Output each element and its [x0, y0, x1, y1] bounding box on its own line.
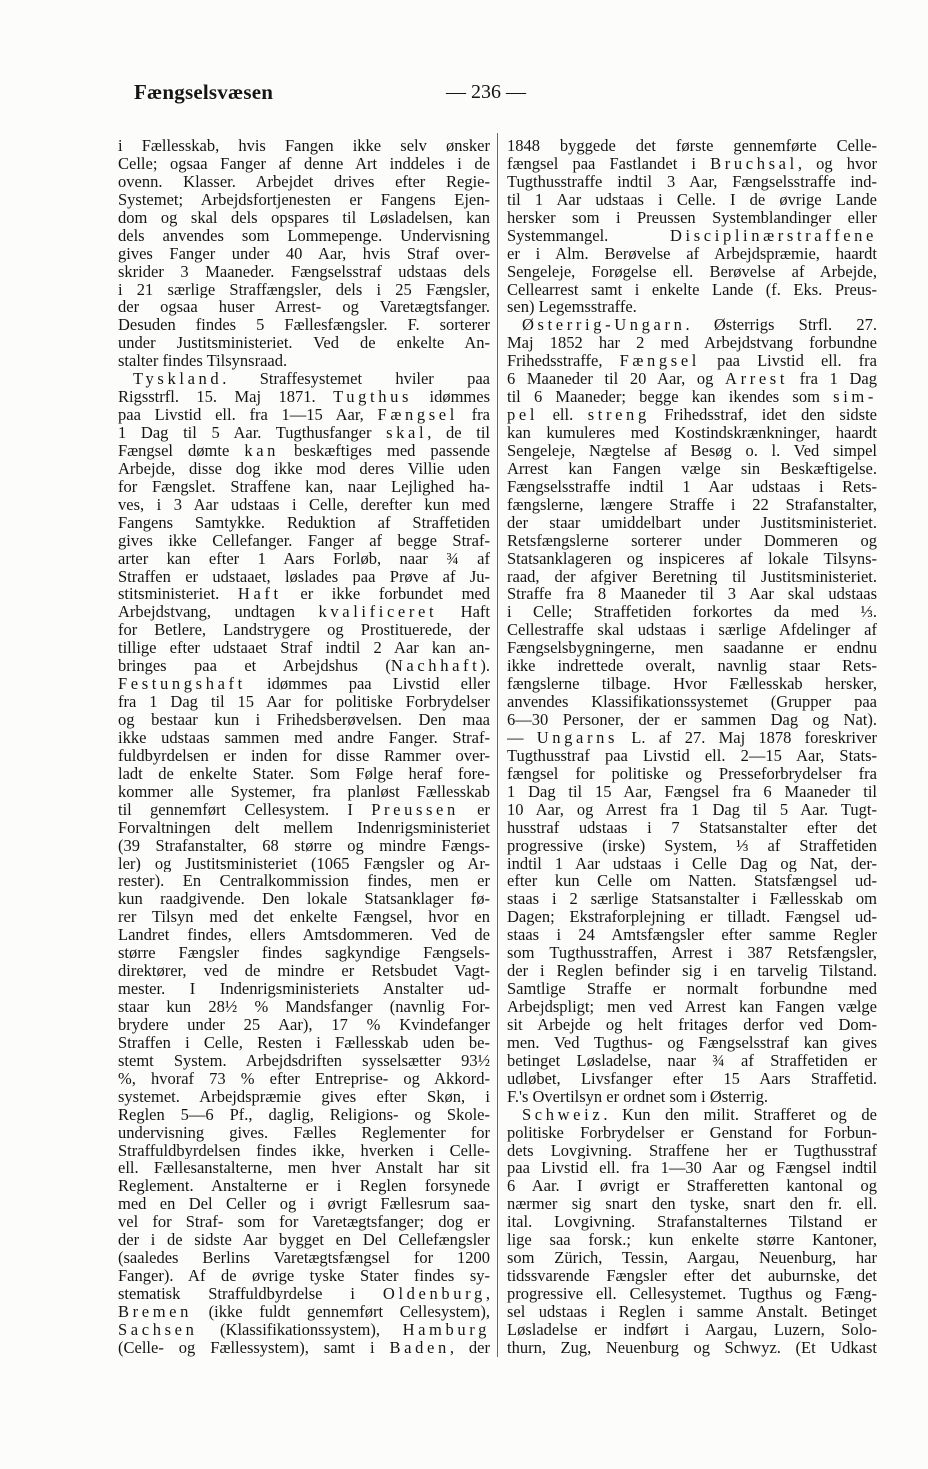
text-line: anvendes Klassifikationssystemet (Grupper paa — [507, 693, 877, 711]
text-segment: er ikke forbundet med — [281, 585, 490, 604]
text-segment: 1 Dag til 5 Aar. Tugthusfanger — [118, 424, 387, 442]
text-line: som Zürich, Tessin, Aargau, Neuenburg, har — [507, 1249, 877, 1268]
text-line: hersker som i Preussen Systemblandinger eller — [507, 208, 877, 227]
text-segment: fra 1 Dag — [788, 370, 877, 389]
text-line — [507, 370, 877, 388]
text-line: progressive ell. Cellesystemet. Tugthus og Fæng- — [507, 1285, 877, 1303]
text-line: ladt de enkelte Stater. Som Følge heraf fore- — [118, 764, 490, 783]
text-line: ital. Lovgivning. Strafanstalternes Tilstand er — [507, 1213, 877, 1232]
text-line: rer Tilsyn med det enkelte Fængsel, hvor en — [118, 908, 490, 927]
text-line: Straffen er udstaaet, løslades paa Prøve af Ju- — [118, 567, 490, 586]
spaced-emphasis: kan — [244, 441, 280, 460]
text-segment: idømmes — [412, 388, 490, 407]
spaced-emphasis: Preussen — [371, 800, 459, 819]
text-line: undervisning gives. Fælles Reglementer for — [118, 1123, 490, 1142]
text-line — [118, 424, 490, 442]
text-line: (saaledes Berlins Varetægtsfængsel for 1200 — [118, 1249, 490, 1268]
text-line: Celle; ogsaa Fanger af denne Art inddeles i de — [118, 154, 490, 173]
text-line: Løsladelse er indført i Aargau, Luzern, Solo- — [507, 1320, 877, 1339]
text-column-left — [118, 137, 490, 1357]
text-line: der i de sidste Aar bygget en Del Cellefængsler — [118, 1231, 490, 1250]
spaced-emphasis: Ungarns — [536, 728, 619, 747]
text-line — [118, 801, 490, 819]
text-line: dom og skal dels opspares til Løsladelsen, kan — [118, 208, 490, 227]
text-line — [507, 1106, 877, 1124]
spaced-emphasis: Oldenburg — [382, 1285, 486, 1303]
text-line: Straffuldbyrdelsen findes ikke, hverken i Celle- — [118, 1141, 490, 1160]
text-line: Cellearrest samt i enkelte Lande (f. Eks. Preus- — [507, 280, 877, 299]
text-line: Retsfængslerne sorterer under Dommeren og — [507, 531, 877, 550]
text-line: Forvaltningen delt mellem Indenrigsministeriet — [118, 818, 490, 837]
text-line: fængslerne, længere Straffe i 22 Strafanstalter, — [507, 495, 877, 514]
text-line: tillige efter udstaaet Straf indtil 2 Aar kan an- — [118, 639, 490, 658]
text-line — [507, 316, 877, 334]
spaced-emphasis: Fængsel — [377, 406, 458, 424]
spaced-emphasis: Arrest — [725, 370, 789, 389]
text-line — [118, 442, 490, 460]
text-line — [118, 1321, 490, 1339]
text-line: dets Lovgivning. Straffene her er Tugthusstraf — [507, 1141, 877, 1160]
text-line: Fængselsbygningerne, men saadanne er endnu — [507, 639, 877, 658]
text-line: ler) og Justitsministeriet (1065 Fængsler og Ar- — [118, 854, 490, 873]
text-line: ovenn. Klasser. Arbejdet drives efter Regie- — [118, 172, 490, 191]
spaced-emphasis: Tyskland — [133, 370, 223, 389]
text-line: fængsel for politiske og Presseforbrydelser fra — [507, 764, 877, 783]
text-line: der ogsaa huser Arrest- og Varetægtsfanger. — [118, 298, 490, 317]
text-line: Reglement. Anstalterne er i Reglen forsynede — [118, 1177, 490, 1196]
text-line: Samtlige Straffe er normalt forbundne med — [507, 980, 877, 998]
text-line: stalter findes Tilsynsraad. — [118, 352, 288, 371]
text-segment: til 6 Maaneder; begge kan ikendes som — [507, 388, 834, 407]
text-line: ikke udstaas sammen med andre Fanger. Straf- — [118, 728, 490, 747]
text-line: F.'s Overtilsyn er ordnet som i Østerrig. — [507, 1087, 769, 1106]
text-column-right — [507, 137, 877, 1357]
text-line: Landret findes, ellers Amtsdommeren. Ved de — [118, 926, 490, 945]
text-line: stemt System. Arbejdsdriften sysselsætter 93½ — [118, 1051, 490, 1070]
text-segment: idømmes paa Livstid eller — [245, 675, 490, 694]
spaced-emphasis: Sachsen — [118, 1320, 198, 1339]
spaced-emphasis: Festungshaft — [118, 675, 246, 694]
text-line: 10 Aar, og Arrest fra 1 Dag til 5 Aar. Tugt- — [507, 800, 877, 819]
text-segment: Systemmangel. — [507, 226, 670, 245]
text-segment: (ikke fuldt gennemført Cellesystem), — [192, 1302, 490, 1321]
text-segment: Frihedsstraffe, — [507, 352, 620, 371]
spaced-emphasis: Bremen — [118, 1302, 193, 1321]
text-line: indtil 1 Aar udstaas i Celle Dag og Nat, der- — [507, 854, 877, 873]
text-line: 6—30 Personer, der er sammen Dag og Nat). — [507, 711, 877, 729]
spaced-emphasis: Tugthus — [333, 388, 413, 407]
text-line: som Tugthusstraffen, Arrest i 387 Retsfængsler, — [507, 944, 877, 963]
text-line: direktører, ved de mindre er Retsbudet Vagt- — [118, 962, 490, 981]
spaced-emphasis: streng — [587, 406, 650, 424]
text-line: raad, der afgiver Beretning til Justitsministeriet. — [507, 567, 877, 586]
text-line: til 1 Aar udstaas i Celle. I de øvrige Lande — [507, 190, 877, 209]
text-line — [118, 1303, 490, 1321]
text-line: med en Del Celler og i øvrigt Fællesrum saa- — [118, 1195, 490, 1214]
spaced-emphasis: pel — [507, 406, 539, 424]
text-line: systemet. Arbejdspræmie gives efter Skøn, i — [118, 1087, 490, 1106]
text-line: Sengeleje, Nægtelse af Besøg o. l. Ved simpel — [507, 441, 877, 460]
text-segment: paa Livstid ell. fra 1—15 Aar, — [118, 406, 378, 424]
text-line: %, hvoraf 73 % efter Entreprise- og Akkord- — [118, 1069, 490, 1088]
text-segment: 6 Maaneder til 20 Aar, og — [507, 370, 726, 389]
text-segment: fængsel paa Fastlandet i — [507, 154, 711, 173]
text-segment: Frihedsstraf, idet den sidste — [649, 406, 877, 424]
text-line: efter kun Celle om Natten. Statsfængsel ud- — [507, 872, 877, 891]
text-segment: stematisk Straffuldbyrdelse i — [118, 1285, 383, 1303]
text-segment: ). — [480, 657, 490, 676]
text-segment: beskæftiges med passende — [279, 441, 490, 460]
spaced-emphasis: Østerrig-Ungarn — [522, 316, 686, 335]
spaced-emphasis: Disciplinærstraffene — [669, 226, 877, 245]
text-segment: (Klassifikationssystem), — [197, 1320, 403, 1339]
text-line: gives ikke Cellefanger. Fanger af begge Straf- — [118, 531, 490, 550]
text-segment: bringes paa et Arbejdshus ( — [118, 657, 391, 676]
text-segment: , der — [449, 1338, 490, 1357]
text-segment: fra — [457, 406, 490, 424]
text-line: arter kan efter 1 Aars Forløb, naar ¾ af — [118, 549, 490, 568]
text-line: fuldbyrdelsen er inden for disse Rammer over- — [118, 746, 490, 765]
text-segment: — — [507, 728, 537, 747]
text-segment: . Straffesystemet hviler paa — [222, 370, 490, 389]
text-line: progressive (irske) System, ⅓ af Straffetiden — [507, 836, 877, 855]
text-segment: , de til — [427, 424, 490, 442]
text-line: kun raadgivende. Den lokale Statsanklager fø- — [118, 890, 490, 909]
text-line: i Celle; Straffetiden forkortes da med ⅓. — [507, 603, 877, 622]
text-line: ikke indrettede overalt, navnlig staar Rets- — [507, 657, 877, 676]
text-line: thurn, Zug, Neuenburg og Schwyz. (Et Udkast — [507, 1338, 877, 1357]
text-line: Fængselsstraffe indtil 1 Aar udstaas i Rets- — [507, 477, 877, 496]
text-line — [507, 227, 877, 245]
text-line: udløbet, Livsfanger efter 15 Aars Straffetid. — [507, 1069, 877, 1088]
text-line: vel for Straf- som for Varetægtsfanger; dog er — [118, 1213, 490, 1232]
text-line: der i Reglen befinder sig i en tarvelig Tilstand. — [507, 962, 877, 981]
spaced-emphasis: Haft — [237, 585, 282, 604]
text-line — [507, 729, 877, 747]
text-segment: Rigsstrfl. 15. Maj 1871. — [118, 388, 334, 407]
text-line — [118, 406, 490, 424]
text-line — [118, 603, 490, 621]
text-line: Reglen 5—6 Pf., daglig, Religions- og Skole- — [118, 1105, 490, 1124]
text-line: sit Arbejde og helt fritages derfor ved Dom- — [507, 1015, 877, 1034]
text-line: dels anvendes som Lommepenge. Undervisning — [118, 226, 490, 245]
text-line: Straffe fra 8 Maaneder til 3 Aar skal udstaas — [507, 585, 877, 604]
text-line: Cellestraffe skal udstaas i særlige Afdelinger af — [507, 621, 877, 640]
text-line: i 21 særlige Straffængsler, dels i 25 Fængsler, — [118, 280, 490, 299]
page-number: — 236 — — [446, 81, 526, 103]
text-line: ell. Fællesanstalterne, men hver Anstalt har sit — [118, 1159, 490, 1178]
text-line: kommer alle Systemer, fra planløst Fællesskab — [118, 782, 490, 801]
text-line: og bestaar kun i Frihedsberøvelsen. Den maa — [118, 711, 490, 729]
text-line: Dagen; Ekstraforplejning er tilladt. Fængsel ud- — [507, 908, 877, 927]
text-line: Maj 1852 har 2 med Arbejdstvang forbundne — [507, 334, 877, 353]
text-line: Fangens Samtykke. Reduktion af Straffetiden — [118, 513, 490, 532]
text-segment: stitsministeriet. — [118, 585, 238, 604]
text-line: sel udstaas i Reglen i samme Anstalt. Betinget — [507, 1302, 877, 1321]
text-segment: . Østerrigs Strfl. 27. — [685, 316, 877, 335]
spaced-emphasis: sim- — [833, 388, 877, 407]
spaced-emphasis: kvalificeret — [318, 603, 438, 622]
text-line: for Fængslet. Straffene kan, naar Lejlighed ha- — [118, 477, 490, 496]
spaced-emphasis: Fængsel — [619, 352, 700, 371]
text-segment: L. af 27. Maj 1878 foreskriver — [618, 728, 877, 747]
text-line: staar kun 28½ % Mandsfanger (navnlig For- — [118, 998, 490, 1016]
text-line: 6 Aar. I øvrigt er Strafferetten kantonal og — [507, 1177, 877, 1196]
text-line — [507, 352, 877, 370]
spaced-emphasis: Hamburg — [402, 1320, 490, 1339]
text-line — [118, 657, 490, 675]
text-line: større Fængsler findes sagkyndige Fængsels- — [118, 944, 490, 963]
text-line: nærmer sig snart den tyske, snart den fr. ell. — [507, 1195, 877, 1214]
text-line: gives Fanger under 40 Aar, hvis Straf over- — [118, 244, 490, 263]
text-line: fængslerne tilbage. Hvor Fællesskab hersker, — [507, 675, 877, 694]
text-line: Sengeleje, Forøgelse ell. Berøvelse af Arbejde, — [507, 262, 877, 281]
text-line: sen) Legemsstraffe. — [507, 298, 637, 317]
text-line: Arrest kan Fangen vælge sin Beskæftigelse. — [507, 459, 877, 478]
text-segment: ell. — [538, 406, 588, 424]
text-line: fra 1 Dag til 15 Aar for politiske Forbrydelser — [118, 693, 490, 711]
text-line — [118, 370, 490, 388]
spaced-emphasis: Bruchsal — [710, 154, 798, 173]
text-segment: (Celle- og Fællessystem), samt i — [118, 1338, 390, 1357]
text-line: Arbejde, disse dog ikke mod deres Villie uden — [118, 459, 490, 478]
text-line — [118, 675, 490, 693]
text-line: skrider 3 Maaneder. Fængselsstraf udstaas dels — [118, 262, 490, 281]
text-line: kan kumuleres med Kostindskrænkninger, haardt — [507, 424, 877, 442]
text-line: staas i 24 Amtsfængsler efter samme Regler — [507, 926, 877, 945]
text-line — [118, 585, 490, 603]
text-line: lige saa forsk.; kun enkelte større Kantoner, — [507, 1231, 877, 1250]
text-line — [507, 406, 877, 424]
text-line: mester. I Indenrigsministeriets Anstalter ud- — [118, 980, 490, 998]
text-line: der staar umiddelbart under Justitsministeriet. — [507, 513, 877, 532]
text-segment: Fængsel dømte — [118, 441, 245, 460]
text-line: Straffen i Celle, Resten i Fællesskab uden be- — [118, 1033, 490, 1052]
text-segment: paa Livstid ell. fra — [700, 352, 877, 371]
spaced-emphasis: Nachhaft — [390, 657, 481, 676]
text-line: for Betlere, Landstrygere og Prostituerede, der — [118, 621, 490, 640]
spaced-emphasis: skal — [386, 424, 428, 442]
text-segment: , og hvor — [797, 154, 877, 173]
text-line: brydere under 25 Aar), 17 % Kvindefanger — [118, 1015, 490, 1034]
text-line: Tugthusstraf paa Livstid ell. 2—15 Aar, Stats- — [507, 746, 877, 765]
text-line: politiske Forbrydelser er Genstand for Forbun- — [507, 1123, 877, 1142]
text-segment: til gennemført Cellesystem. I — [118, 800, 372, 819]
text-line: ves, i 3 Aar udstaas i Celle, derefter kun med — [118, 495, 490, 514]
text-line — [118, 388, 490, 406]
text-line: (39 Strafanstalter, 68 større og mindre Fængs- — [118, 836, 490, 855]
column-rule — [497, 133, 498, 1357]
running-title: Fængselsvæsen — [134, 80, 274, 104]
spaced-emphasis: Baden — [389, 1338, 450, 1357]
text-line: Fanger). Af de øvrige tyske Stater findes sy- — [118, 1267, 490, 1285]
text-line: rester). En Centralkommission findes, men er — [118, 872, 490, 891]
text-line — [118, 1339, 490, 1357]
text-line: 1 Dag til 15 Aar, Fængsel fra 6 Maaneder til — [507, 782, 877, 801]
text-segment: Arbejdstvang, undtagen — [118, 603, 319, 622]
text-line: under Justitsministeriet. Ved de enkelte An- — [118, 334, 490, 353]
text-line: Statsanklageren og inspiceres af lokale Tilsyns- — [507, 549, 877, 568]
spaced-emphasis: Schweiz — [522, 1105, 604, 1124]
text-line: staas i 2 særlige Statsanstalter i Fællesskab om — [507, 890, 877, 909]
text-line — [507, 155, 877, 173]
text-line — [507, 388, 877, 406]
text-line: betinget Løsladelse, naar ¾ af Straffetiden er — [507, 1051, 877, 1070]
text-segment: . Kun den milit. Strafferet og de — [603, 1105, 877, 1124]
text-line: husstraf udstaas i 7 Statsanstalter efter det — [507, 818, 877, 837]
text-line: Tugthusstraffe indtil 3 Aar, Fængselsstraffe ind- — [507, 172, 877, 191]
text-line: tidssvarende Fængsler efter det auburnske, det — [507, 1267, 877, 1285]
text-line: Systemet; Arbejdsfortjenesten er Fangens Ejen- — [118, 190, 490, 209]
text-line: Desuden findes 5 Fællesfængsler. F. sorterer — [118, 316, 490, 335]
text-line: Arbejdspligt; men ved Arrest kan Fangen vælge — [507, 998, 877, 1016]
text-segment: Haft — [437, 603, 490, 622]
text-line: men. Ved Tugthus- og Fængselsstraf kan gives — [507, 1033, 877, 1052]
text-line: paa Livstid ell. fra 1—30 Aar og Fængsel indtil — [507, 1159, 877, 1178]
text-segment: , — [485, 1285, 490, 1303]
text-line: 1848 byggede det første gennemførte Celle- — [507, 137, 877, 155]
text-segment: er — [458, 800, 490, 819]
text-line — [118, 1285, 490, 1303]
text-line: er i Alm. Berøvelse af Arbejdspræmie, haardt — [507, 244, 877, 263]
text-line: i Fællesskab, hvis Fangen ikke selv ønsker — [118, 137, 490, 155]
